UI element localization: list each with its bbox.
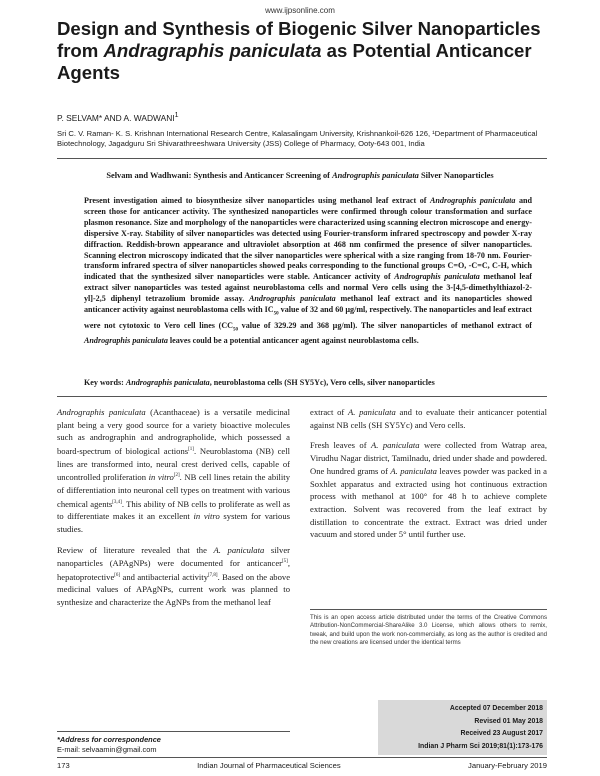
correspondence-email[interactable]: E-mail: selvaamin@gmail.com	[57, 745, 157, 754]
body-text: and antibacterial activity	[120, 571, 208, 582]
running-head-species: Andrographis paniculata	[332, 171, 419, 180]
accepted-date: Accepted 07 December 2018	[449, 705, 543, 712]
authors-text: P. SELVAM* AND A. WADWANI	[57, 112, 175, 123]
author-affil-mark: 1	[174, 112, 179, 119]
abstract-text: methanol leaf extract and its nanoparticles showed anticancer activity against neuroblastoma cells with IC	[84, 294, 532, 315]
body-text: Review of literature revealed that the	[57, 544, 214, 555]
body-text: silver nanoparticles (APAgNPs) were documented for anticancer	[57, 544, 290, 569]
body-paragraph	[57, 406, 290, 536]
species-name: A. paniculata	[347, 407, 396, 417]
body-text: leaves powder was packed in a Soxhlet apparatus and extracted using hot continuous extraction process with methanol at 100° for 48 h to achieve complete extraction. Solvent was recovered from the leaf extract by distillation to concentrate the extract. Extract was dried under vacuum and stored under 5° until further use.	[310, 465, 547, 540]
body-paragraph	[310, 439, 547, 541]
body-text: (Acanthaceae) is a versatile medicinal plant being a very good source for a variety bioactive molecules such as andrographin and andrographolide, which possessed a board-spectrum of biological actions	[57, 407, 290, 456]
italic-term: in vitro	[148, 472, 174, 483]
species-name: A. paniculata	[390, 465, 437, 476]
running-head	[100, 170, 500, 181]
species-name: Andrographis paniculata	[57, 407, 146, 417]
abstract-text: Present investigation aimed to biosynthesize silver nanoparticles using methanol leaf extract of	[84, 196, 431, 205]
body-text: were collected from Watrap area, Virudhu Nagar district, Tamilnadu, dried under shade and powdered. One hundred grams of	[310, 440, 547, 476]
body-column-left	[57, 406, 290, 617]
correspondence	[57, 735, 290, 755]
article-dates-box	[378, 700, 547, 755]
abstract-species: Andrographis paniculata	[84, 336, 168, 346]
journal-name: Indian Journal of Pharmaceutical Sciences	[197, 761, 341, 770]
keywords-label: Key words:	[84, 378, 126, 387]
abstract-divider	[57, 396, 547, 397]
species-name: A. paniculata	[213, 544, 265, 555]
header-divider	[57, 158, 547, 159]
body-text: Fresh leaves of	[310, 440, 371, 451]
body-text: extract of	[310, 407, 348, 417]
citation-ref[interactable]: [1]	[188, 447, 194, 453]
keywords-text: , neuroblastoma cells (SH SY5Yc), Vero cells, silver nanoparticles	[209, 378, 435, 387]
license-divider	[310, 609, 547, 610]
abstract-text: value of 329.29 and 368 µg/ml). The silver nanoparticles of methanol extract of	[238, 320, 532, 330]
footer-divider	[57, 757, 547, 758]
received-date: Received 23 August 2017	[460, 730, 543, 738]
body-text: system for various studies.	[57, 511, 290, 534]
abstract-species: Andrographis paniculata	[249, 294, 336, 304]
abstract-text: and screen those for anticancer activity. The synthesized nanoparticles were confirmed through colour transformation and surface plasmon resonance. Size and morphology of the nanoparticles were characterized using scanning electron microscope and energy-dispersive X-ray. Stability of silver nanoparticles was detected using Fourier-transform infrared spectroscopy and powder X-ray diffraction. Reddish-brown appearance and ultraviolet absorption at 468 nm confirmed the presence of silver nanoparticles. Scanning electron microscopy indicated that the silver nanoparticles were spherical with a size ranging from 18-70 nm. Fourier-transform infrared spectra of silver nanoparticles showed peaks corresponding to the functional groups C=O, -C=C, C-H, which indicated that the synthesized silver nanoparticles were stable. Anticancer activity of	[84, 196, 533, 282]
article-title	[57, 18, 557, 84]
abstract	[84, 196, 532, 347]
body-column-right	[310, 406, 547, 549]
revised-date: Revised 01 May 2018	[474, 717, 543, 725]
abstract-species: Andrographis paniculata	[430, 196, 516, 205]
correspondence-label: *Address for correspondence	[57, 735, 161, 744]
author-list	[57, 112, 178, 123]
body-text: . Neuroblastoma (NB) cell lines are transformed into, neural crest derived cells, capable of uncontrolled proliferation	[57, 445, 290, 483]
cc50-subscript: 50	[233, 327, 239, 333]
issue-date: January-February 2019	[468, 761, 547, 770]
page-number: 173	[57, 761, 70, 770]
body-text: . This ability of NB cells to proliferate as well as to differentiate makes it an excellent	[57, 498, 290, 522]
title-species: Andragraphis paniculata	[103, 40, 322, 61]
page-footer	[57, 761, 547, 770]
keywords	[84, 378, 532, 387]
title-text: Design and Synthesis of Biogenic Silver Nanoparticles from	[57, 18, 541, 61]
journal-url[interactable]: www.ijpsonline.com	[265, 6, 335, 15]
body-paragraph	[310, 406, 547, 431]
ic50-subscript: 50	[273, 311, 279, 317]
abstract-species: Andrographis paniculata	[394, 272, 480, 282]
citation-ref[interactable]: [2]	[173, 473, 180, 479]
species-name: A. paniculata	[371, 440, 420, 451]
abstract-text: leaves could be a potential anticancer agent against neuroblastoma cells.	[167, 336, 419, 346]
citation-ref[interactable]: [5]	[282, 559, 288, 565]
citation-ref[interactable]: [3,4]	[112, 499, 122, 505]
body-text: and to evaluate their anticancer potential against NB cells (SH SY5Yc) and Vero cells.	[310, 407, 547, 430]
body-text: . NB cell lines retain the ability of differentiation into neuronal cell types on treatment with various chemical agents	[57, 472, 290, 509]
license-notice: This is an open access article distributed under the terms of the Creative Commons Attribution-NonCommercial-ShareAlike 3.0 License, which allows others to remix, tweak, and build upon the work non-commercially, as long as the author is credited and the new creations are licensed under the identical terms	[310, 614, 547, 647]
running-head-text: Selvam and Wadhwani: Synthesis and Anticancer Screening of	[106, 171, 333, 180]
body-text: . Based on the above medicinal values of APAgNPs, current work was planned to synthesize and characterize the AgNPs from the methanol leaf	[57, 571, 291, 608]
citation-ref[interactable]: [6]	[114, 572, 121, 578]
citation-ref[interactable]: [7,8]	[208, 572, 218, 578]
italic-term: in vitro	[193, 511, 220, 522]
body-text: , hepatoprotective	[57, 558, 290, 582]
running-head-text-end: Silver Nanoparticles	[418, 171, 494, 180]
keywords-species: Andrographis paniculata	[125, 378, 210, 387]
citation-line: Indian J Pharm Sci 2019;81(1):173-176	[418, 742, 543, 750]
abstract-text: value of 32 and 60 µg/ml, respectively. The nanoparticles and leaf extract were not cytotoxic to Vero cell lines (CC	[84, 305, 532, 330]
affiliations: Sri C. V. Raman- K. S. Krishnan International Research Centre, Kalasalingam University, Krishnankoil-626 126, ¹Department of Pharmaceutical Biotechnology, Jagadguru Sri Shivarathreeshwara University (JSS) College of Pharmacy, Ooty-643 001, India	[57, 129, 538, 148]
body-paragraph	[57, 544, 290, 609]
correspondence-divider	[57, 731, 290, 732]
abstract-text: methanol leaf extract silver nanoparticles was tested against neuroblastoma cells and normal Vero cells using the 3-[4,5-dimethylthiazol-2-yl]-2,5 diphenyl tetrazolium bromide assay.	[84, 272, 533, 304]
title-text-end: as Potential Anticancer Agents	[57, 40, 532, 83]
